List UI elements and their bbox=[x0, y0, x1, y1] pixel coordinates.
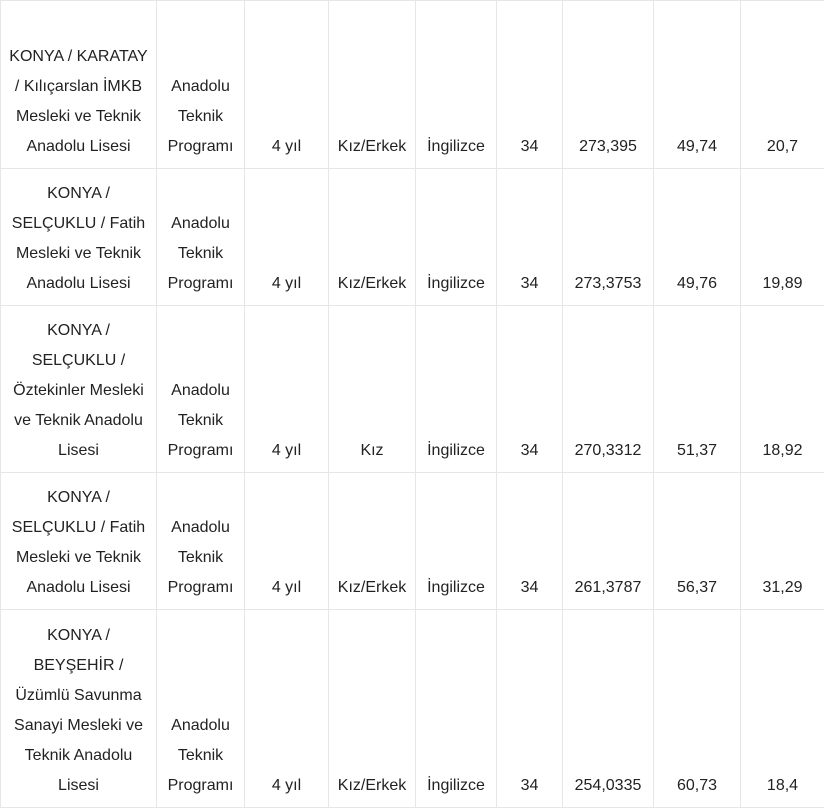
language-cell: İngilizce bbox=[416, 306, 497, 473]
score-cell: 273,3753 bbox=[563, 169, 654, 306]
duration-cell: 4 yıl bbox=[245, 169, 329, 306]
last-value-cell: 31,29 bbox=[741, 473, 824, 610]
last-value-cell: 18,4 bbox=[741, 610, 824, 808]
last-value-cell: 20,7 bbox=[741, 1, 824, 169]
score-cell: 270,3312 bbox=[563, 306, 654, 473]
school-name-cell: KONYA / KARATAY / Kılıçarslan İMKB Mesleki ve Teknik Anadolu Lisesi bbox=[1, 1, 157, 169]
language-cell: İngilizce bbox=[416, 610, 497, 808]
school-name-cell: KONYA / SELÇUKLU / Fatih Mesleki ve Teknik Anadolu Lisesi bbox=[1, 473, 157, 610]
duration-cell: 4 yıl bbox=[245, 306, 329, 473]
score-cell: 254,0335 bbox=[563, 610, 654, 808]
table-row bbox=[1, 473, 824, 610]
percentile-cell: 49,74 bbox=[654, 1, 741, 169]
school-name-cell: KONYA / BEYŞEHİR / Üzümlü Savunma Sanayi Mesleki ve Teknik Anadolu Lisesi bbox=[1, 610, 157, 808]
quota-cell: 34 bbox=[497, 1, 563, 169]
duration-cell: 4 yıl bbox=[245, 610, 329, 808]
percentile-cell: 49,76 bbox=[654, 169, 741, 306]
percentile-cell: 51,37 bbox=[654, 306, 741, 473]
score-cell: 273,395 bbox=[563, 1, 654, 169]
quota-cell: 34 bbox=[497, 473, 563, 610]
duration-cell: 4 yıl bbox=[245, 473, 329, 610]
percentile-cell: 60,73 bbox=[654, 610, 741, 808]
gender-cell: Kız/Erkek bbox=[329, 610, 416, 808]
school-name-cell: KONYA / SELÇUKLU / Öztekinler Mesleki ve Teknik Anadolu Lisesi bbox=[1, 306, 157, 473]
gender-cell: Kız bbox=[329, 306, 416, 473]
quota-cell: 34 bbox=[497, 610, 563, 808]
gender-cell: Kız/Erkek bbox=[329, 473, 416, 610]
table-row bbox=[1, 306, 824, 473]
quota-cell: 34 bbox=[497, 169, 563, 306]
quota-cell: 34 bbox=[497, 306, 563, 473]
school-name-cell: KONYA / SELÇUKLU / Fatih Mesleki ve Teknik Anadolu Lisesi bbox=[1, 169, 157, 306]
table-row bbox=[1, 1, 824, 169]
gender-cell: Kız/Erkek bbox=[329, 169, 416, 306]
duration-cell: 4 yıl bbox=[245, 1, 329, 169]
program-type-cell: Anadolu Teknik Programı bbox=[157, 473, 245, 610]
language-cell: İngilizce bbox=[416, 169, 497, 306]
last-value-cell: 18,92 bbox=[741, 306, 824, 473]
language-cell: İngilizce bbox=[416, 1, 497, 169]
table-row bbox=[1, 169, 824, 306]
gender-cell: Kız/Erkek bbox=[329, 1, 416, 169]
program-type-cell: Anadolu Teknik Programı bbox=[157, 306, 245, 473]
table-row bbox=[1, 610, 824, 808]
program-type-cell: Anadolu Teknik Programı bbox=[157, 1, 245, 169]
last-value-cell: 19,89 bbox=[741, 169, 824, 306]
program-type-cell: Anadolu Teknik Programı bbox=[157, 169, 245, 306]
language-cell: İngilizce bbox=[416, 473, 497, 610]
percentile-cell: 56,37 bbox=[654, 473, 741, 610]
program-type-cell: Anadolu Teknik Programı bbox=[157, 610, 245, 808]
score-cell: 261,3787 bbox=[563, 473, 654, 610]
